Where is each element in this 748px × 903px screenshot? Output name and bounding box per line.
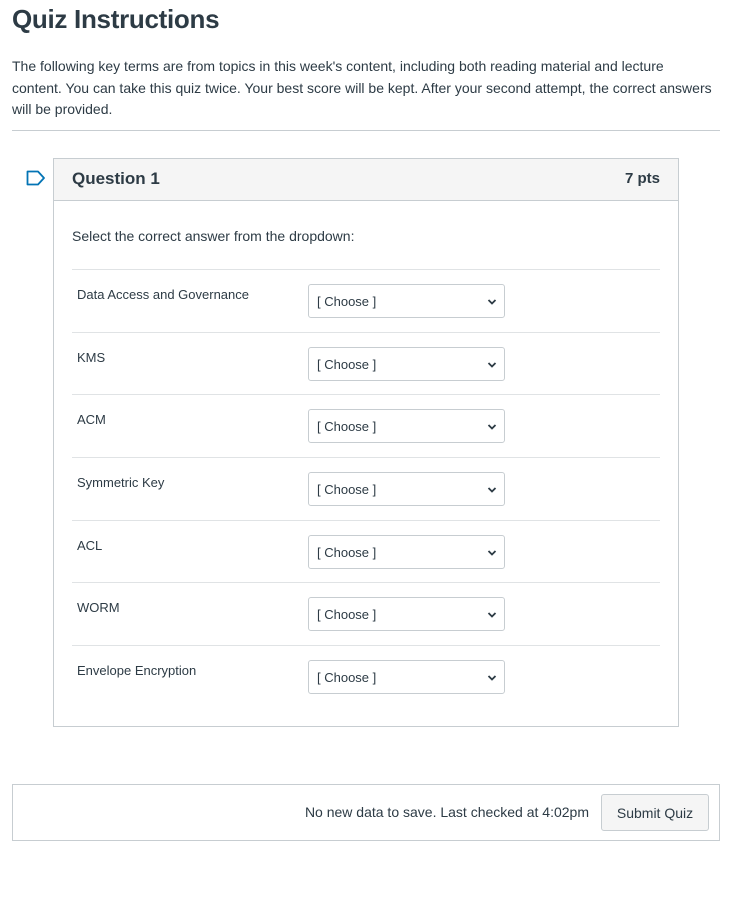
bookmark-flag-icon[interactable] bbox=[26, 170, 46, 186]
question-prompt: Select the correct answer from the dropdown: bbox=[72, 228, 355, 244]
answer-term: ACM bbox=[77, 412, 106, 428]
dropdown-value: [ Choose ] bbox=[317, 607, 377, 623]
chevron-down-icon bbox=[487, 361, 497, 369]
dropdown-value: [ Choose ] bbox=[317, 419, 377, 435]
answer-list bbox=[72, 269, 660, 709]
answer-dropdown[interactable] bbox=[308, 347, 505, 381]
answer-dropdown[interactable] bbox=[308, 660, 505, 694]
answer-term: WORM bbox=[77, 600, 120, 616]
chevron-down-icon bbox=[487, 611, 497, 619]
quiz-instructions: The following key terms are from topics in this week's content, including both reading material and lecture content. You can take this quiz twice. Your best score will be kept. After your second attempt, the correct answers will be provided. bbox=[12, 58, 712, 117]
answer-dropdown[interactable] bbox=[308, 409, 505, 443]
answer-dropdown[interactable] bbox=[308, 597, 505, 631]
answer-dropdown[interactable] bbox=[308, 284, 505, 318]
answer-row bbox=[72, 521, 660, 584]
answer-row bbox=[72, 333, 660, 396]
answer-row bbox=[72, 395, 660, 458]
answer-term: Data Access and Governance bbox=[77, 287, 249, 302]
question-card bbox=[53, 158, 679, 727]
answer-row bbox=[72, 583, 660, 646]
page-title: Quiz Instructions bbox=[12, 4, 220, 34]
question-title: Question 1 bbox=[72, 169, 160, 188]
submit-bar bbox=[12, 784, 720, 841]
answer-term: KMS bbox=[77, 349, 106, 365]
chevron-down-icon bbox=[487, 423, 497, 431]
answer-dropdown[interactable] bbox=[308, 535, 505, 569]
dropdown-value: [ Choose ] bbox=[317, 544, 377, 560]
dropdown-value: [ Choose ] bbox=[317, 294, 377, 309]
answer-term: ACL bbox=[77, 537, 103, 553]
question-points: 7 pts bbox=[624, 170, 660, 187]
answer-row bbox=[72, 270, 660, 333]
dropdown-value: [ Choose ] bbox=[317, 356, 377, 372]
chevron-down-icon bbox=[487, 486, 497, 494]
answer-term: Symmetric Key bbox=[77, 475, 165, 491]
answer-row bbox=[72, 458, 660, 521]
submit-quiz-button[interactable]: Submit Quiz bbox=[601, 794, 709, 831]
dropdown-value: [ Choose ] bbox=[317, 670, 377, 686]
chevron-down-icon bbox=[487, 674, 497, 682]
chevron-down-icon bbox=[487, 549, 497, 557]
dropdown-value: [ Choose ] bbox=[317, 482, 377, 498]
answer-term: Envelope Encryption bbox=[77, 663, 197, 679]
question-header bbox=[54, 159, 678, 201]
answer-dropdown[interactable] bbox=[308, 472, 505, 506]
divider bbox=[12, 130, 720, 131]
chevron-down-icon bbox=[487, 298, 497, 306]
answer-row bbox=[72, 646, 660, 709]
save-status: No new data to save. Last checked at 4:02pm bbox=[304, 804, 589, 820]
